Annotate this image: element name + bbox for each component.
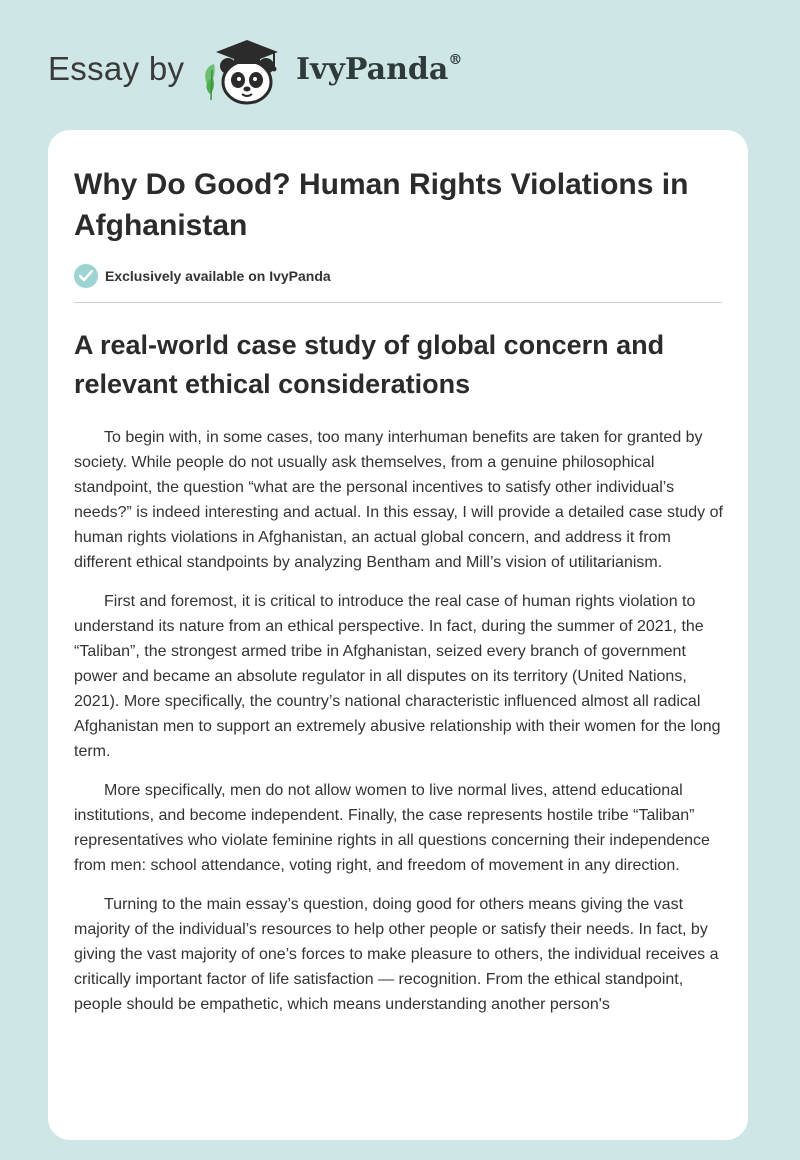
brand-prefix: Essay by	[48, 50, 185, 87]
badge-text: Exclusively available on IvyPanda	[105, 268, 331, 284]
site-header	[0, 0, 800, 130]
check-circle-icon	[74, 264, 98, 288]
essay-subtitle: A real-world case study of global concern and relevant ethical considerations	[74, 330, 665, 399]
brand-name[interactable]	[296, 52, 462, 87]
paragraph: Turning to the main essay’s question, doing good for others means giving the vast majority of the individual’s resources to help other people or satisfy their needs. In fact, by giving the vast majority of one’s forces to make pleasure to others, the individual receives a critically important factor of life satisfaction — recognition. From the ethical standpoint, people should be empathetic, which means understanding another person's	[74, 896, 719, 1013]
paragraph: More specifically, men do not allow women to live normal lives, attend educational institutions, and become independent. Finally, the case represents hostile tribe “Taliban” representatives who violate feminine rights in all questions concerning their independence from men: school attendance, voting right, and freedom of movement in any direction.	[74, 782, 710, 874]
essay-card	[48, 130, 748, 1140]
paragraph: First and foremost, it is critical to introduce the real case of human rights violation to understand its nature from an ethical perspective. In fact, during the summer of 2021, the “Taliban”, the strongest armed tribe in Afghanistan, seized every branch of government power and became an absolute regulator in all disputes on its territory (United Nations, 2021). More specifically, the country’s national characteristic influenced almost all radical Afghanistan men to support an extremely abusive relationship with their women for the long term.	[74, 593, 721, 760]
panda-graduate-icon[interactable]	[200, 36, 292, 108]
brand-name-text: IvyPanda	[296, 52, 449, 87]
essay-title: Why Do Good? Human Rights Violations in Afghanistan	[74, 168, 689, 242]
divider	[74, 302, 722, 303]
paragraph: To begin with, in some cases, too many interhuman benefits are taken for granted by society. While people do not usually ask themselves, from a genuine philosophical standpoint, the question “what are the personal incentives to satisfy other individual’s needs?” is indeed interesting and actual. In this essay, I will provide a detailed case study of human rights violations in Afghanistan, an actual global concern, and address it from different ethical standpoints by analyzing Bentham and Mill’s vision of utilitarianism.	[74, 429, 723, 571]
registered-mark: ®	[448, 52, 463, 68]
exclusive-badge	[74, 263, 331, 289]
essay-body	[74, 425, 726, 1031]
